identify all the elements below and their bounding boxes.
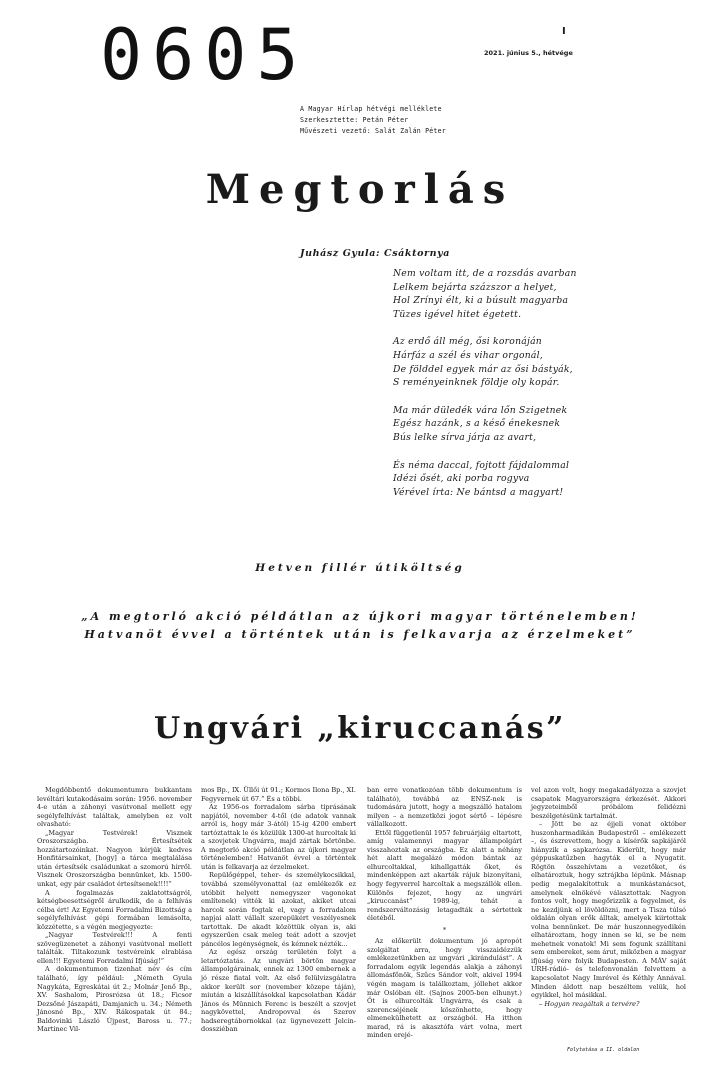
article-paragraph: vel azon volt, hogy megakadályozza a szovjet csapatok Magyarországra érkezését. Akkori jegyzeteimből próbálom felidézni beszélgetésünk tartalmát. bbox=[531, 786, 686, 820]
poem-attribution: Juhász Gyula: Csáktornya bbox=[300, 248, 450, 259]
poem-stanza bbox=[393, 459, 577, 500]
page-number: I bbox=[562, 26, 566, 37]
article-title: Ungvári „kiruccanás” bbox=[154, 711, 566, 746]
credit-line: Szerkesztette: Petán Péter bbox=[300, 116, 409, 124]
credits bbox=[300, 104, 446, 137]
poem-stanza bbox=[393, 267, 577, 321]
article-paragraph: Megdöbbentő dokumentumra bukkantam levéltári kutakodásaim során: 1956. november 4-e után a záhonyi vasútvonal mellett egy segélyfelhívást találtak, amelyben ez volt olvasható: bbox=[37, 786, 192, 829]
credit-line: A Magyar Hírlap hétvégi melléklete bbox=[300, 105, 442, 113]
article-column-4 bbox=[531, 786, 686, 1008]
credit-line: Művészeti vezető: Salát Zalán Péter bbox=[300, 127, 446, 135]
article-paragraph: Ettől függetlenül 1957 februárjáig eltartott, amíg valamennyi magyar állampolgárt visszahoztak az országba. Ez alatt a néhány hét alatt megalázó módon bántak az elhurcoltakkal, kihallgatták őket, és mindenképpen azt akarták rájuk bizonyítani, hogy fegyverrel harcoltak a megszállók ellen. Különös fejezet, hogy az ungvári „kiruccanást” 1989-ig, tehát a rendszerváltozásig letagadták a sértettek életéből. bbox=[367, 828, 522, 923]
poem-line: Hol Zrínyi élt, ki a búsult magyarba bbox=[393, 295, 569, 307]
subheading: Hetven fillér útiköltség bbox=[255, 562, 465, 574]
poem-line: S reményeinknek földje oly kopár. bbox=[393, 377, 560, 389]
poem-line: Ma már düledék vára lőn Szigetnek bbox=[393, 404, 568, 416]
article-paragraph: „Magyar Testvérek! Visznek Oroszországba. Értesítsétek hozzátartozóinkat. Nagyon kérjük kedves Honfitársainkat, [hogy] a tárca megtalálása után értesítsék családunkat a szomorú hírről. Visznek Oroszországba bennünket, kb. 1500-unkat, egy pár családot értesítsenek!!!!” bbox=[37, 828, 192, 889]
article-paragraph: Az 1956-os forradalom sárba tiprásának napjától, november 4-től (de adatok vannak arról is, hogy már 3-ától) 15-ig 4200 embert tartóztattak le és közülük 1300-at hurcoltak ki a szovjetek Ungvárra, majd zártak börtönbe. A megtorló akció példátlan az újkori magyar történelemben! Hatvanöt évvel a történtek után is felkavarja az érzelmeket. bbox=[201, 803, 356, 871]
poem-line: Nem voltam itt, de a rozsdás avarban bbox=[393, 268, 577, 279]
article-column-3 bbox=[367, 786, 522, 1040]
poem-line: Hárfáz a szél és vihar orgonál, bbox=[393, 349, 544, 361]
article-column-2 bbox=[201, 786, 356, 1034]
poem-line: De földdel egyek már az ősi bástyák, bbox=[393, 363, 573, 375]
masthead-title: 0605 bbox=[100, 14, 309, 96]
article-paragraph: Az előkerült dokumentum jó apropót szolgáltat arra, hogy visszaidézzük emlékezetünkben az ungvári „kirándulást”. A forradalom egyik legendás alakja a záhonyi állomásfőnök, Szűcs Sándor volt, akivel 1994 végén magam is találkoztam, jóllehet akkor már Oslóban élt. (Sajnos 2005-ben elhunyt.) Őt is elhurcolták Ungvárra, és csak a szerencséjének köszönhette, hogy elmenekülhetett az országból. Ha itthon marad, rá is akasztófa várt volna, mert minden erejé- bbox=[367, 937, 522, 1040]
article-column-1 bbox=[37, 786, 192, 1034]
article-paragraph: – Jött be az éjjeli vonat október huszonharmadikán Budapestről – emlékezett –, és észrevettem, hogy a kísérők sapkájáról hiányzik a sapkarózsa. Kiderült, hogy már géppuskatűzben hagyták el a Nyugatit. Rögtön összehívtam a vezetőket, és elhatároztuk, hogy sztrájkba lépünk. Másnap pedig megalakítottuk a munkástanácsot, amelynek elnökévé választottak. Nagyon fontos volt, hogy megőrizzük a fegyelmet, és ne kezdjünk el lövöldözni, mert a Tisza túlsó oldalán olyan erők álltak, amelyek kiirtottak volna bennünket. De már huszonnegyedikén elhatároztam, hogy innen se ki, se be nem mehetnek vonatok! Mi sem fogunk szállítani sem embereket, sem árut, miközben a magyar ifjúság vére folyik Budapesten. A MÁV saját URH-rádió- és telefonvonalán felvettem a kapcsolatot Nagy Imrével és Kéthly Annával. Minden áldott nap beszéltem velük, hol egyikkel, hol másikkal. bbox=[531, 820, 686, 1000]
poem-line: Idézi ősét, aki porba rogyva bbox=[393, 473, 530, 485]
article-paragraph: A fogalmazás zaklatottságról, kétségbeesettségről árulkodik, de a felhívás célba ért! Az Egyetemi Forradalmi Bizottság a segélyfelhívást gépi formában lemásolta, közzétette, s a végén megjegyezte: bbox=[37, 888, 192, 931]
article-paragraph: mos Bp., IX. Üllői út 91.; Kormos Ilona Bp., XI. Fegyvernek út 67.” És a többi. bbox=[201, 786, 356, 803]
article-paragraph: – Hogyan reagáltak a tervére? bbox=[539, 999, 640, 1008]
article-paragraph: A dokumentumon tizenhat név és cím található, így például: „Németh Gyula Nagykáta, Egreskátai út 2.; Molnár Jenő Bp., XV. Sashalom, Pirosrózsa út 18.; Ficsor Dezsőné Jászapáti, Damjanich u. 34.; Németh Jánosné Bp., XIV. Rákospatak út 84.; Baldovinki László Újpest, Baross u. 77.; Martinec Vil- bbox=[37, 965, 192, 1034]
poem bbox=[393, 267, 577, 513]
poem-line: Egész hazánk, s a késő énekesnek bbox=[393, 418, 561, 430]
poem-line: Lelkem bejárta százszor a helyet, bbox=[393, 281, 557, 293]
page-title: Megtorlás bbox=[205, 166, 515, 213]
continued-note: Folytatása a II. oldalon bbox=[567, 1047, 640, 1053]
article-paragraph: Az egész ország területén folyt a letartóztatás. Az ungvári börtön magyar állampolgárainak, ennek az 1300 embernek a jó része fiatal volt. Az első felülvizsgálatra akkor került sor (november közepe táján), miután a kiszállításokkal kapcsolatban Kádár János és Münnich Ferenc is beszélt a szovjet nagykövettel, Andropovval és Szerov hadseregtábornokkal (az ügynevezett Jelcin-dossziéban bbox=[201, 948, 356, 1034]
poem-stanza bbox=[393, 404, 577, 445]
poem-line: Tüzes igével hitet égetett. bbox=[393, 308, 522, 320]
article-paragraph: ban erre vonatkozóan több dokumentum is található), továbbá az ENSZ-nek is tudomására jutott, hogy a megszálló hatalom milyen – a nemzetközi jogot sértő – lépésre vállalkozott. bbox=[367, 786, 522, 829]
article-paragraph: „Nagyar Testvérek!!! A fenti szövegüzenetet a záhonyi vasútvonal mellett találták. Tiltakozunk testvéreink elrablása ellen!!! Egyetemi Forradalmi Ifjúság!” bbox=[37, 931, 192, 965]
poem-line: Bús lelke sírva járja az avart, bbox=[393, 431, 537, 443]
poem-line: Az erdő áll még, ősi koronáján bbox=[393, 336, 542, 348]
article-paragraph: Repülőgéppel, teher- és személykocsikkal, továbbá személyvonattal (az emlékezők ez utóbbit helyett nemegyszer vagonokat említenek) vitték ki azokat, akiket utcai harcok során fogtak el, vagy a forradalom napjai alatt vállalt szerepükért veszélyesnek tartottak. De akadt közöttük olyan is, aki egyszerűen csak meleg teát adott a szovjet páncélos legénységnek, és kémnek nézték... bbox=[201, 871, 356, 948]
issue-date: 2021. június 5., hétvége bbox=[484, 49, 573, 57]
poem-line: Vérével írta: Ne bántsd a magyart! bbox=[393, 486, 564, 498]
poem-line: És néma daccal, fojtott fájdalommal bbox=[393, 459, 570, 471]
poem-stanza bbox=[393, 335, 577, 389]
section-divider: * bbox=[442, 925, 447, 934]
pull-quote: „A megtorló akció példátlan az újkori magyar történelemben! Hatvanöt évvel a történtek után is felkavarja az érzelmeket” bbox=[81, 610, 639, 641]
